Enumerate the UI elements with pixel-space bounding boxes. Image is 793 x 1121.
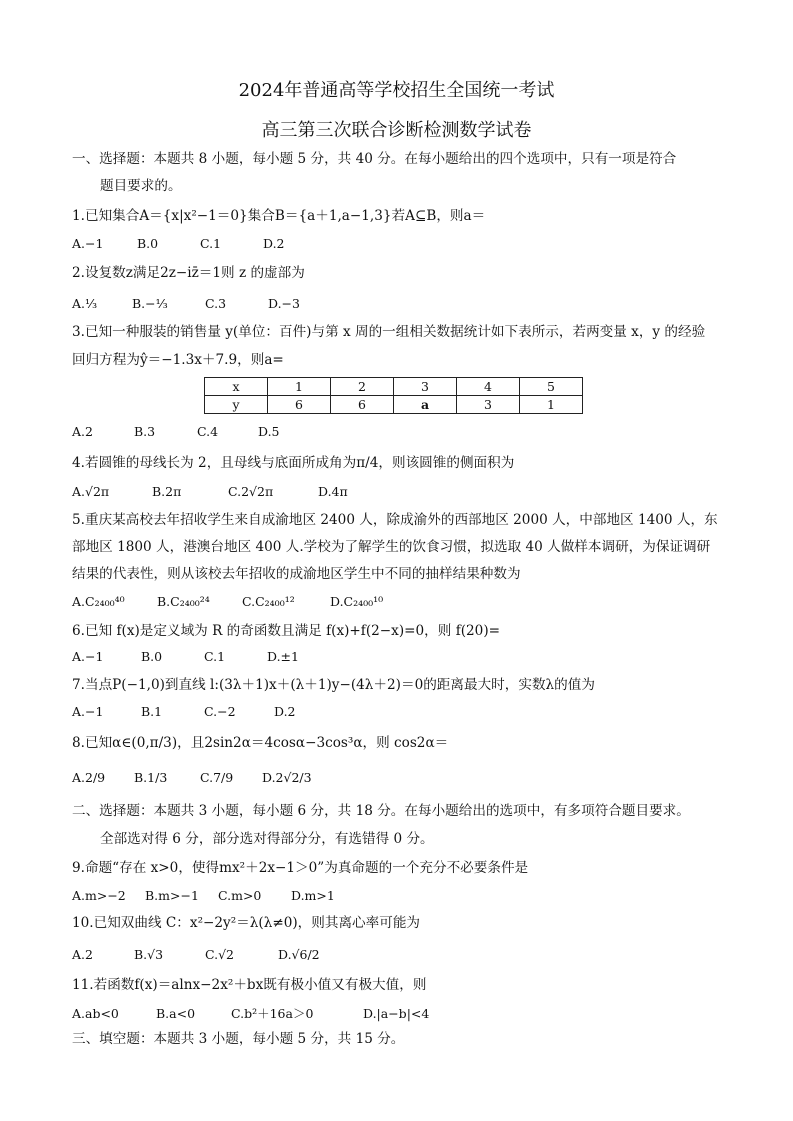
option-c: C.1 (204, 649, 226, 664)
option-a: A.m>−2 (72, 888, 126, 903)
question-5-line2: 部地区 1800 人，港澳台地区 400 人.学校为了解学生的饮食习惯，拟选取 40 人做样本调研，为保证调研 (72, 539, 711, 555)
option-d: D.2√2/3 (262, 770, 312, 785)
table-cell: 4 (457, 378, 520, 396)
section2-heading-cont: 全部选对得 6 分，部分选对得部分分，有选错得 0 分。 (100, 831, 434, 847)
table-cell: 1 (268, 378, 331, 396)
option-a: A.ab<0 (72, 1006, 119, 1021)
page-title: 2024年普通高等学校招生全国统一考试 (238, 80, 555, 101)
question-5-line3: 结果的代表性，则从该校去年招收的成渝地区学生中不同的抽样结果种数为 (72, 566, 521, 582)
option-a: A.−1 (72, 236, 104, 251)
option-d: D.±1 (267, 649, 299, 664)
option-c: C.1 (200, 236, 222, 251)
question-5-line1: 5.重庆某高校去年招收学生来自成渝地区 2400 人，除成渝外的西部地区 2000 人，中部地区 1400 人，东 (72, 512, 718, 528)
option-b: B.−⅓ (132, 296, 168, 311)
option-d: D.5 (258, 424, 280, 439)
section3-heading: 三、填空题：本题共 3 小题，每小题 5 分，共 15 分。 (72, 1031, 405, 1047)
option-a: A.2 (72, 947, 93, 962)
question-3-line1: 3.已知一种服装的销售量 y(单位：百件)与第 x 周的一组相关数据统计如下表所示，若两变量 x，y 的经验 (72, 324, 706, 340)
question-11-options (72, 1004, 429, 1022)
option-b: B.2π (152, 484, 182, 499)
question-10: 10.已知双曲线 C：x²−2y²＝λ(λ≠0)，则其离心率可能为 (72, 915, 421, 931)
option-a: A.√2π (72, 484, 110, 499)
option-a: A.C₂₄₀₀⁴⁰ (72, 594, 125, 609)
option-d: D.√6/2 (278, 947, 320, 962)
option-d: D.−3 (268, 296, 300, 311)
option-b: B.1/3 (134, 770, 168, 785)
option-d: D.4π (318, 484, 348, 499)
option-d: D.|a−b|<4 (363, 1006, 430, 1021)
option-b: B.m>−1 (145, 888, 199, 903)
option-d: D.2 (263, 236, 285, 251)
option-c: C.C₂₄₀₀¹² (242, 594, 295, 609)
table-cell: 6 (268, 396, 331, 414)
page-subtitle: 高三第三次联合诊断检测数学试卷 (261, 120, 532, 141)
option-d: D.2 (274, 704, 296, 719)
table-cell: 6 (331, 396, 394, 414)
question-7: 7.当点P(−1,0)到直线 l:(3λ＋1)x＋(λ＋1)y−(4λ＋2)＝0的距离最大时，实数λ的值为 (72, 677, 595, 693)
option-a: A.−1 (72, 649, 104, 664)
option-c: C.−2 (204, 704, 236, 719)
option-b: B.√3 (134, 947, 164, 962)
option-a: A.−1 (72, 704, 104, 719)
question-7-options (72, 704, 296, 719)
question-8-options (72, 770, 312, 785)
option-a: A.2/9 (72, 770, 106, 785)
option-c: C.b²＋16a＞0 (231, 1006, 314, 1021)
question-4-options (72, 484, 348, 499)
option-c: C.√2 (205, 947, 235, 962)
option-c: C.4 (197, 424, 219, 439)
table-row-y (205, 396, 583, 414)
option-b: B.3 (134, 424, 156, 439)
table-cell: y (205, 396, 268, 414)
table-row-x (205, 378, 583, 396)
option-b: B.C₂₄₀₀²⁴ (157, 594, 210, 609)
table-cell: x (205, 378, 268, 396)
question-1: 1.已知集合A＝{x|x²−1＝0}集合B＝{a＋1,a−1,3}若A⊆B，则a＝ (72, 208, 486, 224)
option-d: D.C₂₄₀₀¹⁰ (330, 594, 384, 609)
question-3-options (72, 424, 280, 439)
question-2-options (72, 296, 300, 311)
option-b: B.0 (141, 649, 163, 664)
question-9: 9.命题“存在 x>0，使得mx²＋2x−1＞0”为真命题的一个充分不必要条件是 (72, 860, 529, 876)
question-6-options (72, 649, 299, 664)
table-cell: 1 (520, 396, 583, 414)
section2-heading: 二、选择题：本题共 3 小题，每小题 6 分，共 18 分。在每小题给出的选项中，有多项符合题目要求。 (72, 803, 690, 819)
question-11: 11.若函数f(x)＝alnx−2x²＋bx既有极小值又有极大值，则 (72, 977, 427, 993)
section1-heading: 一、选择题：本题共 8 小题，每小题 5 分，共 40 分。在每小题给出的四个选项中，只有一项是符合 (72, 151, 677, 167)
option-b: B.a<0 (156, 1006, 196, 1021)
option-a: A.2 (72, 424, 93, 439)
question-1-options (72, 236, 285, 251)
question-2: 2.设复数z满足2z−iz̄＝1则 z 的虚部为 (72, 265, 305, 281)
question-10-options (72, 947, 320, 962)
question-9-options (72, 888, 335, 903)
question-3-line2: 回归方程为ŷ＝−1.3x＋7.9，则a= (72, 352, 284, 368)
table-cell: 5 (520, 378, 583, 396)
data-table (204, 377, 583, 414)
option-c: C.2√2π (228, 484, 274, 499)
option-c: C.m>0 (218, 888, 262, 903)
option-d: D.m>1 (291, 888, 335, 903)
option-c: C.7/9 (200, 770, 234, 785)
question-5-options (72, 594, 383, 609)
table-cell: 2 (331, 378, 394, 396)
question-4: 4.若圆锥的母线长为 2，且母线与底面所成角为π/4，则该圆锥的侧面积为 (72, 455, 515, 471)
table-cell: 3 (457, 396, 520, 414)
question-6: 6.已知 f(x)是定义域为 R 的奇函数且满足 f(x)+f(2−x)=0，则 f(20)= (72, 623, 501, 639)
section1-heading-cont: 题目要求的。 (100, 178, 182, 194)
question-8: 8.已知α∈(0,π/3)，且2sin2α＝4cosα−3cos³α，则 cos2α＝ (72, 735, 449, 751)
option-a: A.⅓ (72, 296, 98, 311)
option-b: B.0 (137, 236, 159, 251)
table-cell: 3 (394, 378, 457, 396)
option-c: C.3 (205, 296, 227, 311)
table-cell: a (394, 396, 457, 414)
option-b: B.1 (141, 704, 163, 719)
